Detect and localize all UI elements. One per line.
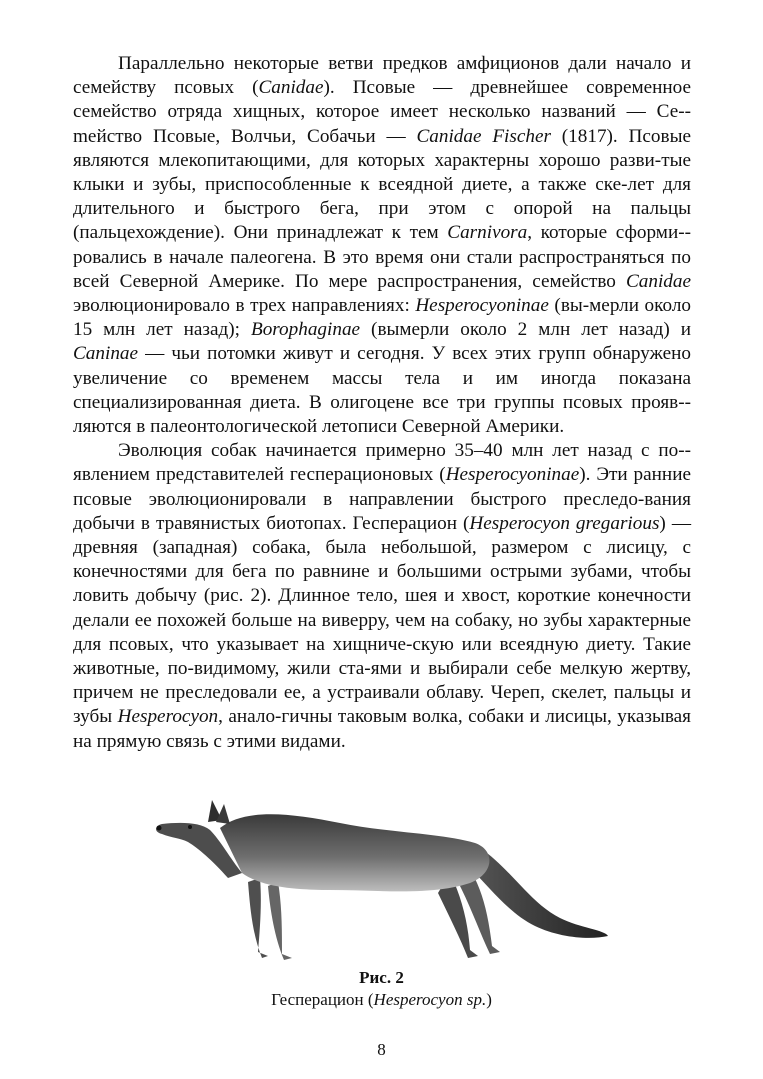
paragraph-1	[73, 52, 691, 439]
text-run: Эволюция собак начинается примерно 35–40 млн лет назад с по-явлением представителей гесперационовых (	[73, 440, 691, 486]
latin-term: Borophaginae	[250, 319, 361, 341]
figure-caption	[0, 990, 763, 1010]
page-body	[73, 52, 691, 754]
text-run: Параллельно некоторые ветви предков амфиционов дали начало и семейству псовых (	[73, 53, 691, 99]
text-run: (1817). Псовые являются млекопитающими, для которых характерны хорошо разви-тые клыки и зубы, приспособленные к всеядной диете, а также ске-лет для длительного и быстрого бега, при этом с опорой на пальцы (пальцехождение). Они принадлежат к тем	[73, 125, 691, 244]
hesperocyon-illustration	[150, 778, 610, 968]
caption-suffix: )	[486, 990, 492, 1009]
latin-term: Hesperocyon	[117, 706, 219, 728]
latin-term: Canidae	[258, 77, 324, 99]
latin-term: Canidae Fischer	[416, 125, 551, 147]
caption-latin-name: Hesperocyon sp.	[373, 990, 487, 1009]
text-run: — чьи потомки живут и сегодня. У всех этих групп обнаружено увеличение со временем массы тела и им иногда показана специализированная диета. В олигоцене все три группы псовых прояв-ляются в палеонтологической летописи Северной Америки.	[73, 343, 691, 438]
text-run: ). Псовые — древнейшее современное семейство отряда хищных, которое имеет несколько названий — Се-mейство Псовые, Волчьи, Собачьи —	[73, 77, 691, 147]
latin-term: Hesperocyoninae	[415, 295, 549, 317]
latin-term: Hesperocyon gregarious	[469, 512, 660, 534]
latin-term: Carnivora	[447, 222, 528, 244]
text-run: , которые сформи-ровались в начале палеогена. В это время они стали распространяться по всей Северной Америке. По мере распространения, семейство	[73, 222, 691, 292]
text-run: (вымерли около 2 млн лет назад) и	[360, 319, 691, 341]
page-number: 8	[377, 1040, 386, 1059]
figure-caption-title: Рис. 2	[359, 968, 404, 987]
latin-term: Canidae	[625, 270, 691, 292]
caption-prefix: Гесперацион (	[271, 990, 374, 1009]
text-run: (вы-мерли около 15 млн лет назад);	[73, 295, 691, 341]
text-run: ). Эти ранние псовые эволюционировали в направлении быстрого преследо-вания добычи в травянистых биотопах. Гесперацион (	[73, 464, 691, 534]
text-run: , анало-гичны таковым волка, собаки и лисицы, указывая на прямую связь с этими видами.	[73, 706, 691, 752]
latin-term: Caninae	[73, 343, 139, 365]
paragraph-2	[73, 439, 691, 754]
figure-hesperocyon	[0, 778, 763, 978]
text-run: эволюционировало в трех направлениях:	[73, 295, 416, 317]
text-run: ) — древняя (западная) собака, была небольшой, размером с лисицу, с конечностями для бега по равнине и большими острыми зубами, чтобы ловить добычу (рис. 2). Длинное тело, шея и хвост, короткие конечности делали ее похожей больше на виверру, чем на собаку, но зубы характерные для псовых, что указывает на хищниче-скую или всеядную диету. Такие животные, по-видимому, жили ста-ями и выбирали себе мелкую жертву, причем не преследовали ее, а устраивали облаву. Череп, скелет, пальцы и зубы	[73, 512, 692, 728]
latin-term: Hesperocyoninae	[445, 464, 580, 486]
